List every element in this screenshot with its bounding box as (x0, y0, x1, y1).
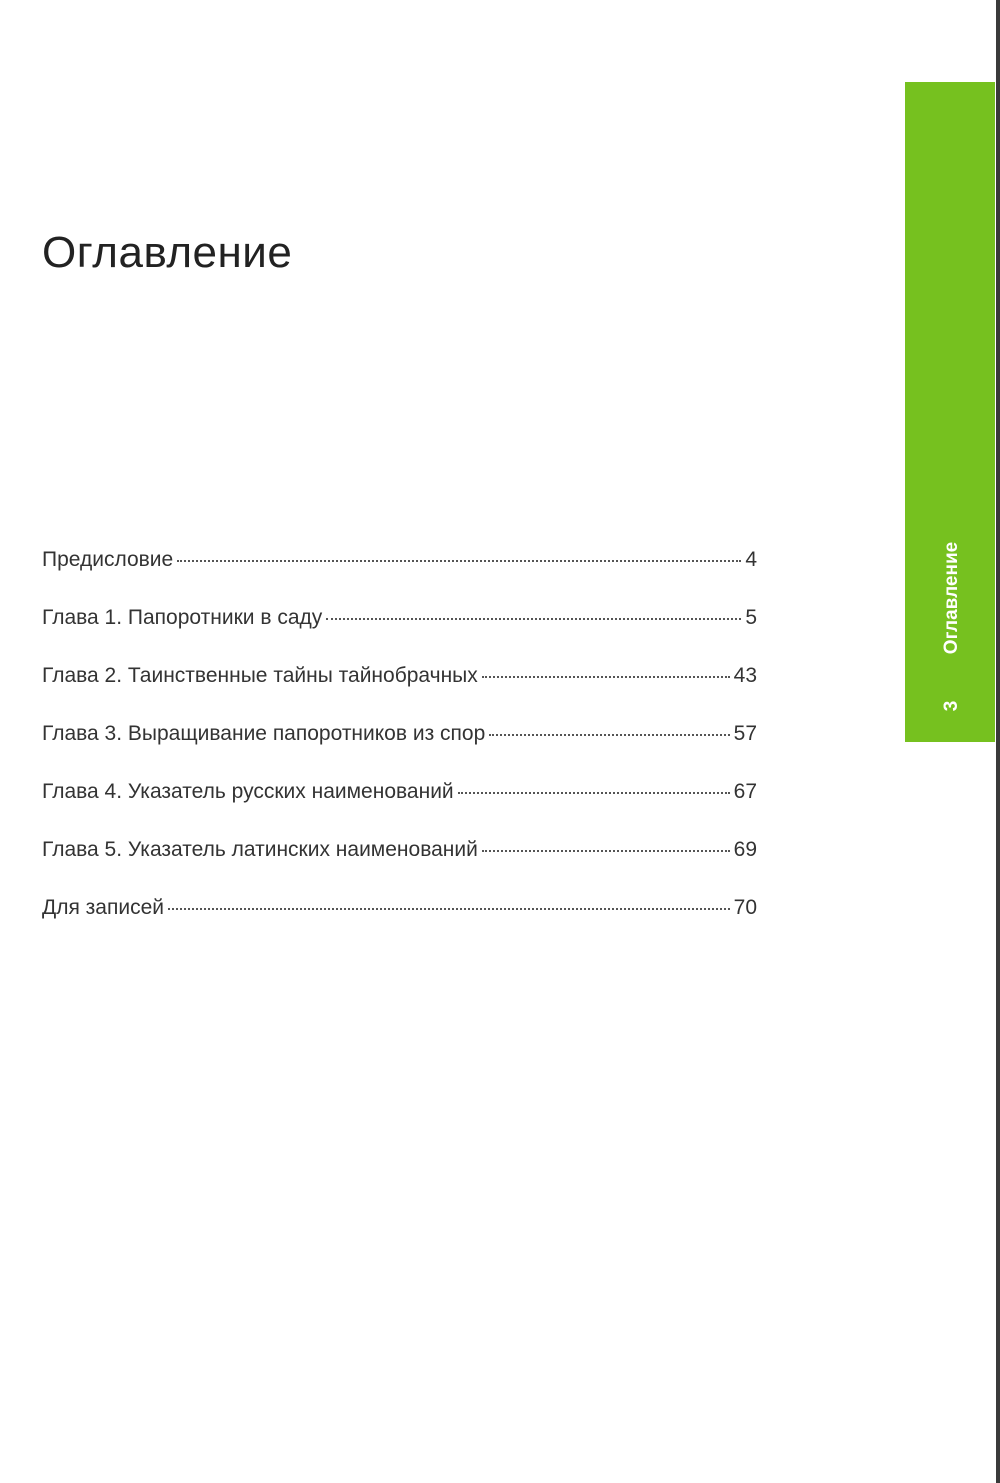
toc-dot-leader (458, 792, 730, 794)
page-edge (996, 0, 1000, 1483)
toc-entry-page: 69 (733, 838, 757, 861)
toc-entry-chapter-4 (42, 780, 757, 838)
toc-dot-leader (168, 908, 730, 910)
toc-dot-leader (489, 734, 729, 736)
toc-dot-leader (482, 676, 730, 678)
toc-entry-label: Предисловие (42, 548, 174, 571)
table-of-contents (42, 548, 757, 954)
toc-entry-label: Глава 5. Указатель латинских наименований (42, 838, 478, 861)
toc-entry-page: 70 (733, 896, 757, 919)
toc-entry-label: Глава 2. Таинственные тайны тайнобрачных (42, 664, 478, 687)
page-title: Оглавление (42, 228, 293, 277)
page-number: 3 (941, 700, 962, 712)
toc-entry-chapter-5 (42, 838, 757, 896)
toc-entry-page: 67 (733, 780, 757, 803)
toc-entry-label: Глава 1. Папоротники в саду (42, 606, 323, 629)
toc-entry-page: 43 (733, 664, 757, 687)
toc-entry-notes (42, 896, 757, 954)
toc-entry-label: Для записей (42, 896, 165, 919)
toc-entry-chapter-3 (42, 722, 757, 780)
toc-entry-label: Глава 4. Указатель русских наименований (42, 780, 454, 803)
toc-entry-page: 5 (745, 606, 757, 629)
toc-entry-chapter-2 (42, 664, 757, 722)
toc-entry-label: Глава 3. Выращивание папоротников из спор (42, 722, 486, 745)
toc-entry-preface (42, 548, 757, 606)
toc-entry-chapter-1 (42, 606, 757, 664)
toc-dot-leader (482, 850, 730, 852)
toc-dot-leader (177, 560, 741, 562)
toc-dot-leader (326, 618, 741, 620)
toc-entry-page: 4 (745, 548, 757, 571)
side-tab-label: Оглавление (941, 541, 962, 655)
toc-entry-page: 57 (733, 722, 757, 745)
